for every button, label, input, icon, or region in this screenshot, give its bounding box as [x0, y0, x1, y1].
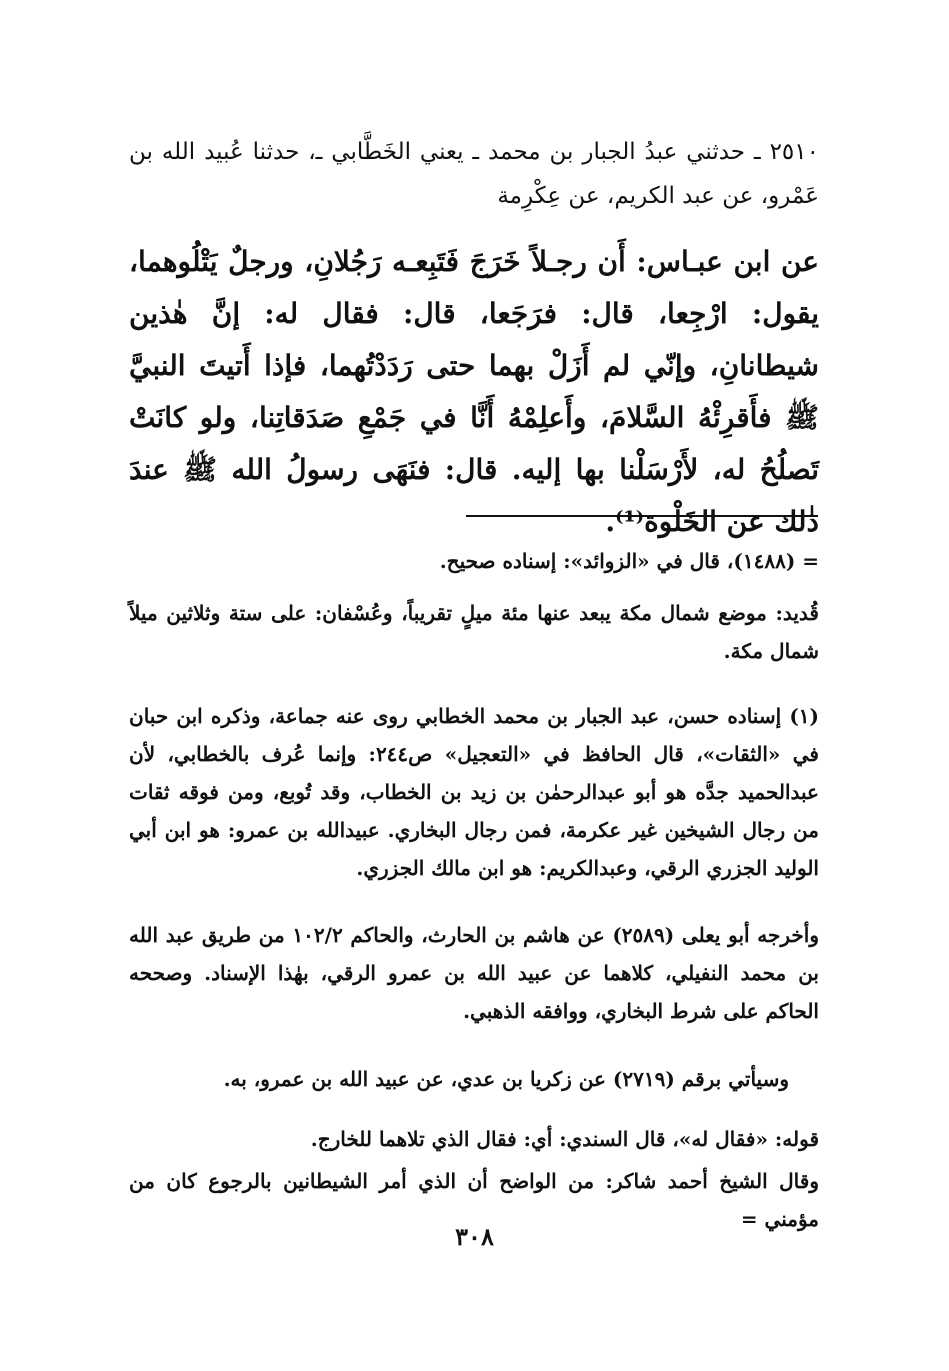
- footnote-1-shakir-comment: وقال الشيخ أحمد شاكر: من الواضح أن الذي أمر الشيطانين بالرجوع كان من مؤمني =: [129, 1169, 819, 1231]
- footnote-1: (١) إسناده حسن، عبد الجبار بن محمد الخطابي روى عنه جماعة، وذكره ابن حبان في «الثقات»، قال الحافظ في «التعجيل» ص٢٤٤: وإنما عُرف بالخطابي، لأن عبدالحميد جدَّه هو أبو عبدالرحمٰن بن زيد بن الخطاب، وقد تُوبع، ومن فوقه ثقات من رجال الشيخين غير عكرمة، فمن رجال البخاري. عبيدالله بن عمرو: هو ابن أبي الوليد الجزري الرقي، وعبدالكريم: هو ابن مالك الجزري.: [129, 704, 819, 880]
- footnote-continuation: = (١٤٨٨)، قال في «الزوائد»: إسناده صحيح.: [439, 549, 819, 573]
- footnote-1-cross-reference: وسيأتي برقم (٢٧١٩) عن زكريا بن عدي، عن عبيد الله بن عمرو، به.: [223, 1067, 789, 1091]
- footnote-1-sindi-comment: قوله: «فقال له»، قال السندي: أي: فقال الذي تلاهما للخارج.: [310, 1127, 819, 1151]
- hadith-chain-of-narration: ٢٥١٠ ـ حدثني عبدُ الجبار بن محمد ـ يعني الخَطَّابي ـ، حدثنا عُبيد الله بن عَمْرو، عن عبد الكريم، عن عِكْرِمة: [129, 139, 819, 209]
- hadith-text: عن ابن عبـاس: أَن رجـلاً خَرَجَ فَتَبِعـه رَجُلانِ، ورجلٌ يَتْلُوهما، يقول: ارْجِعا، قال: فرَجَعا، قال: فقال له: إنَّ هٰذين شيطانانِ، وإنّي لم أَزَلْ بهما حتى رَدَدْتُهما، فإذا أَتيتَ النبيَّ ﷺ فأَقرِئْهُ السَّلامَ، وأَعلِمْهُ أَنَّا في جَمْعِ صَدَقاتِنا، ولو كانَتْ تَصلُحُ له، لأَرْسَلْنا بها إليه. قال: فنَهَى رسولُ الله ﷺ عندَ ذٰلك عن الخَلْوة⁽¹⁾.: [129, 245, 819, 538]
- footnote-separator: [466, 515, 818, 517]
- footnote-1-takhrij: وأخرجه أبو يعلى (٢٥٨٩) عن هاشم بن الحارث، والحاكم ١٠٢/٢ من طريق عبد الله بن محمد النفيلي، كلاهما عن عبيد الله بن عمرو الرقي، بهٰذا الإسناد. وصححه الحاكم على شرط البخاري، ووافقه الذهبي.: [129, 923, 820, 1023]
- page-number: ٣٠٨: [455, 1222, 494, 1251]
- footnote-qudayd: قُديد: موضع شمال مكة يبعد عنها مئة ميلٍ تقريباً، وعُسْفان: على ستة وثلاثين ميلاً شمال مكة.: [129, 601, 819, 663]
